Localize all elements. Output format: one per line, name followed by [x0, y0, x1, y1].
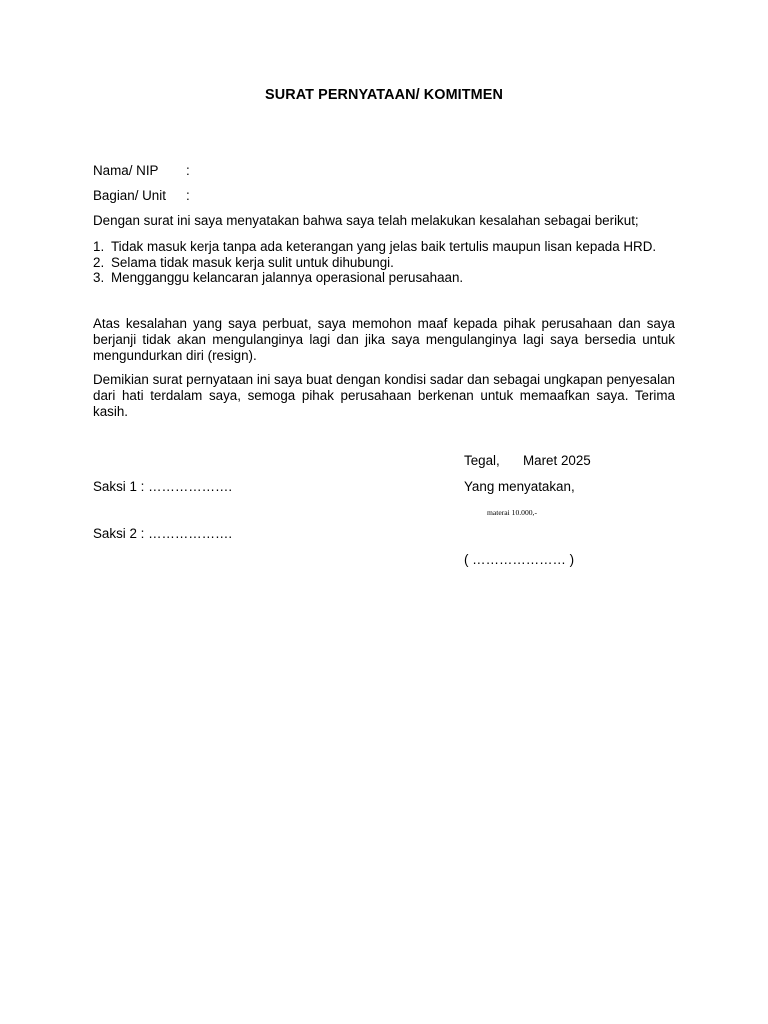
department-unit-field — [93, 187, 190, 205]
department-unit-label: Bagian/ Unit — [93, 188, 166, 203]
declarant-label: Yang menyatakan, — [464, 479, 575, 494]
list-item — [93, 255, 675, 271]
intro-statement: Dengan surat ini saya menyatakan bahwa saya telah melakukan kesalahan sebagai berikut; — [93, 213, 639, 228]
witness-1-line: Saksi 1 : ………………. — [93, 479, 233, 494]
list-item-number: 1. — [93, 239, 105, 254]
list-item-number: 2. — [93, 254, 105, 270]
apology-paragraph: Atas kesalahan yang saya perbuat, saya memohon maaf kepada pihak perusahaan dan saya berjanji tidak akan mengulanginya lagi dan jika saya mengulanginya lagi saya bersedia untuk mengundurkan diri (resign). — [93, 316, 675, 363]
mistakes-list — [93, 239, 675, 286]
list-item — [93, 270, 675, 286]
place-date-line — [464, 452, 591, 470]
closing-paragraph: Demikian surat pernyataan ini saya buat dengan kondisi sadar dan sebagai ungkapan penyesalan dari hati terdalam saya, semoga pihak perusahaan berkenan untuk memaafkan saya. Terima kasih. — [93, 372, 675, 419]
list-item-text: Selama tidak masuk kerja sulit untuk dihubungi. — [111, 254, 394, 270]
list-item-text: Mengganggu kelancaran jalannya operasional perusahaan. — [111, 270, 464, 285]
date: Maret 2025 — [523, 453, 591, 468]
name-nip-colon: : — [186, 163, 190, 178]
list-item-text: Tidak masuk kerja tanpa ada keterangan yang jelas baik tertulis maupun lisan kepada HRD. — [111, 239, 657, 254]
department-unit-colon: : — [186, 188, 190, 203]
signature-line: ( ………………… ) — [464, 552, 575, 567]
place: Tegal, — [464, 453, 500, 468]
stamp-duty-note: materai 10.000,- — [487, 508, 537, 517]
document-title: SURAT PERNYATAAN/ KOMITMEN — [265, 87, 503, 103]
list-item-number: 3. — [93, 270, 105, 285]
list-item — [93, 239, 675, 255]
witness-2-line: Saksi 2 : ………………. — [93, 526, 233, 541]
name-nip-label: Nama/ NIP — [93, 163, 159, 178]
name-nip-field — [93, 162, 190, 180]
